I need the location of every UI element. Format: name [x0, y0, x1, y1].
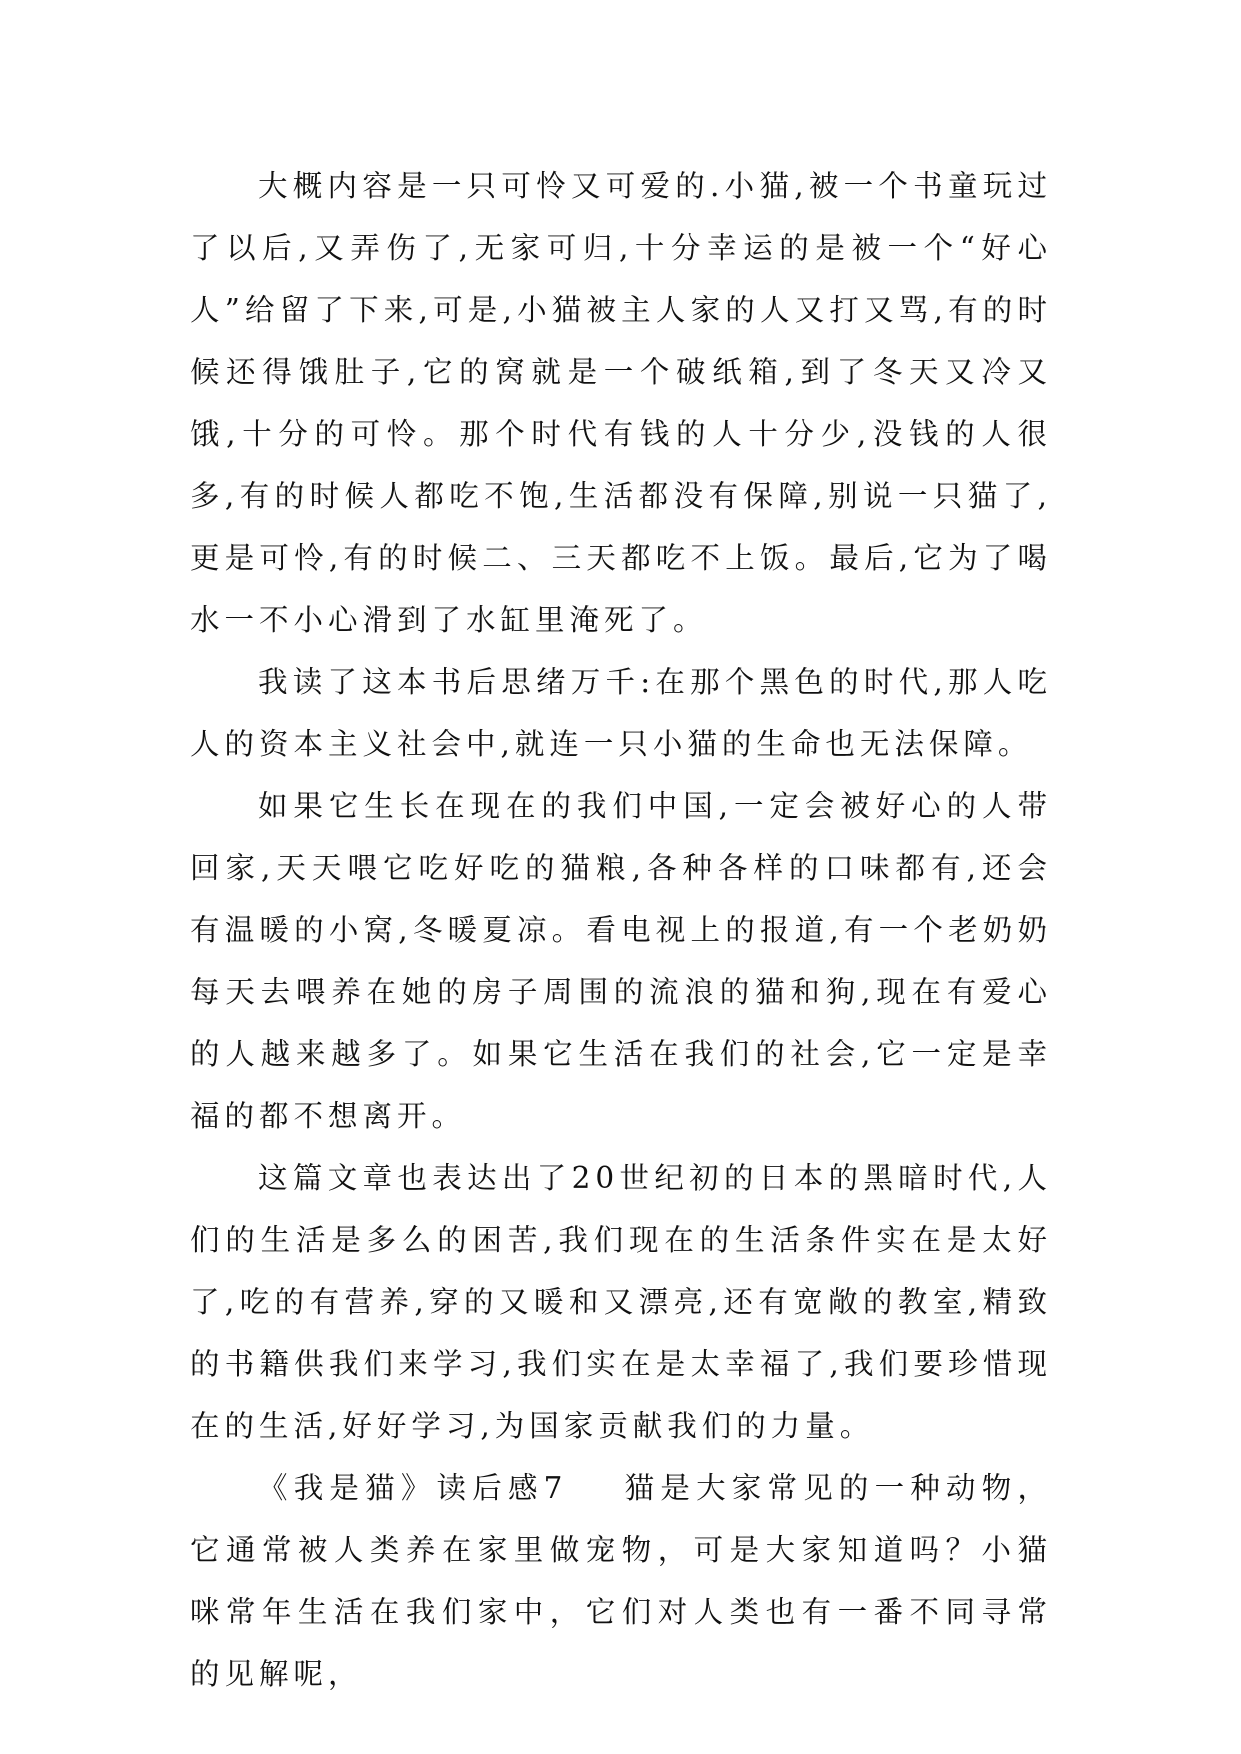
- section-heading: 《我是猫》读后感7: [258, 1471, 568, 1505]
- document-page: [190, 155, 1052, 1705]
- paragraph-4: 这篇文章也表达出了20世纪初的日本的黑暗时代,人们的生活是多么的困苦,我们现在的生活条件实在是太好了,吃的有营养,穿的又暖和又漂亮,还有宽敞的教室,精致的书籍供我们来学习,我们实在是太幸福了,我们要珍惜现在的生活,好好学习,为国家贡献我们的力量。: [190, 1161, 1052, 1443]
- paragraph-3: 如果它生长在现在的我们中国,一定会被好心的人带回家,天天喂它吃好吃的猫粮,各种各样的口味都有,还会有温暖的小窝,冬暖夏凉。看电视上的报道,有一个老奶奶每天去喂养在她的房子周围的流浪的猫和狗,现在有爱心的人越来越多了。如果它生活在我们的社会,它一定是幸福的都不想离开。: [190, 789, 1052, 1133]
- paragraph-2: 我读了这本书后思绪万千:在那个黑色的时代,那人吃人的资本主义社会中,就连一只小猫的生命也无法保障。: [190, 665, 1052, 761]
- paragraph-5-body: 猫是大家常见的一种动物，它通常被人类养在家里做宠物，可是大家知道吗？小猫咪常年生活在我们家中，它们对人类也有一番不同寻常的见解呢，: [190, 1471, 1052, 1691]
- paragraph-5: [190, 1457, 1052, 1705]
- paragraph-1: 大概内容是一只可怜又可爱的.小猫,被一个书童玩过了以后,又弄伤了,无家可归,十分幸运的是被一个“好心人”给留了下来,可是,小猫被主人家的人又打又骂,有的时候还得饿肚子,它的窝就是一个破纸箱,到了冬天又冷又饿,十分的可怜。那个时代有钱的人十分少,没钱的人很多,有的时候人都吃不饱,生活都没有保障,别说一只猫了,更是可怜,有的时候二、三天都吃不上饭。最后,它为了喝水一不小心滑到了水缸里淹死了。: [190, 169, 1052, 637]
